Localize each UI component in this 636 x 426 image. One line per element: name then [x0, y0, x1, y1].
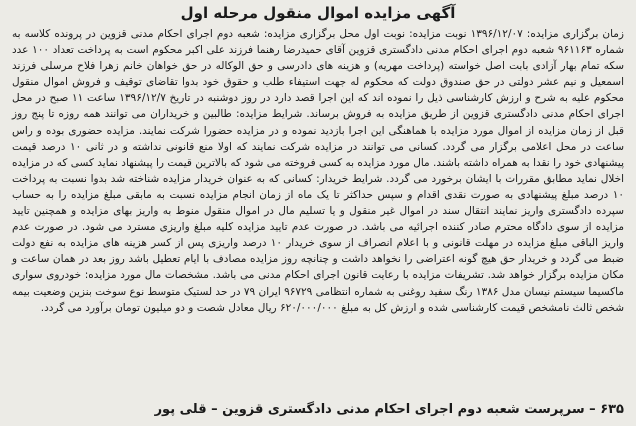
notice-title: آگهی مزایده اموال منقول مرحله اول — [180, 4, 456, 22]
notice-body: زمان برگزاری مزایده: ۱۳۹۶/۱۲/۰۷ نوبت مزایده: نوبت اول محل برگزاری مزایده: شعبه دوم اجرای احکام مدنی قزوین در پرونده کلاسه به شماره ۹۶۱۱۶۳ شعبه دوم اجرای احکام مدنی دادگستری قزوین آقای حمیدرضا رهنما فرزند علی اکبر محکوم است به پرداخت تعداد ۱۰۰ عدد سکه تمام بهار آزادی بابت اصل خواسته (پرداخت مهریه) و هزینه های دادرسی و حق الوکاله در حق خواهان خانم زهرا فلاح مرسلی فرزند اسمعیل و نیم عشر دولتی در حق صندوق دولت که محکوم له جهت استیفاء طلب و حقوق خود بدوا تقاضای توقیف و فروش اموال منقول محکوم علیه به شرح و ارزش کارشناسی ذیل را نموده اند که این اجرا قصد دارد در روز دوشنبه در تاریخ ۱۳۹۶/۱۲/۷ ساعت ۱۱ صبح در محل اجرای احکام مدنی دادگستری قزوین از طریق مزایده به فروش برساند. شرایط مزایده: طالبین و خریداران می توانند همه روزه تا پنج روز قبل از زمان مزایده از اموال مورد مزایده با هماهنگی این اجرا بازدید نموده و در مزایده حضورا شرکت نمایند. مزایده حضوری بوده و راس ساعت در محل اعلامی برگزار می گردد. کسانی می توانند در مزایده شرکت نمایند که اولا منع قانونی نداشته و در ثانی ۱۰ درصد قیمت پیشنهادی خود را نقدا به همراه داشته باشند. مال مورد مزایده به کسی فروخته می شود که بالاترین قیمت را پیشنهاد نماید کسی که در مزایده اخلال نماید مطابق مقررات با ایشان برخورد می گردد. شرایط خریدار: کسانی که به عنوان خریدار مزایده شناخته شد بدوا نسبت به پرداخت ۱۰ درصد مبلغ پیشنهادی به صورت نقدی اقدام و سپس حداکثر تا یک ماه از زمان انجام مزایده نسبت به مابقی مبلغ مزایده را به حساب سپرده دادگستری واریز نمایند انتقال سند در اموال غیر منقول و یا تسلیم مال در اموال منقول منوط به واریز بهای مزایده و همچنین تایید مزایده از سوی دادگاه محترم صادر کننده اجرائیه می باشد. در صورت عدم تایید مزایده کلیه مبلغ واریزی مسترد می شود. در صورت عدم واریز الباقی مبلغ مزایده در مهلت قانونی و با اعلام انصراف از سوی خریدار ۱۰ درصد واریزی پس از کسر هزینه های مزایده به نفع دولت ضبط می گردد و خریدار حق هیچ گونه اعتراضی را نخواهد داشت و چنانچه روز مزایده مصادف با ایام تعطیل باشد روز بعد در همان ساعت و مکان مزایده برگزار خواهد شد. تشریفات مزایده با رعایت قانون اجرای احکام مدنی می باشد. مشخصات مال مورد مزایده: خودروی سواری ماکسیما سیستم نیسان مدل ۱۳۸۶ رنگ سفید روغنی به شماره انتظامی ۹۶۷۲۹ ایران ۷۹ در حد لستیک متوسط نوع سوخت بنزین وضعیت بیمه شخص ثالث نامشخص قیمت کارشناسی شده و ارزش کل به مبلغ ۶۲۰/۰۰۰/۰۰۰ ریال معادل شصت و دو میلیون تومان برآورد می گردد. — [12, 28, 625, 314]
notice-signature: ۶۳۵ – سرپرست شعبه دوم اجرای احکام مدنی دادگستری قزوین – قلی پور — [154, 402, 624, 417]
